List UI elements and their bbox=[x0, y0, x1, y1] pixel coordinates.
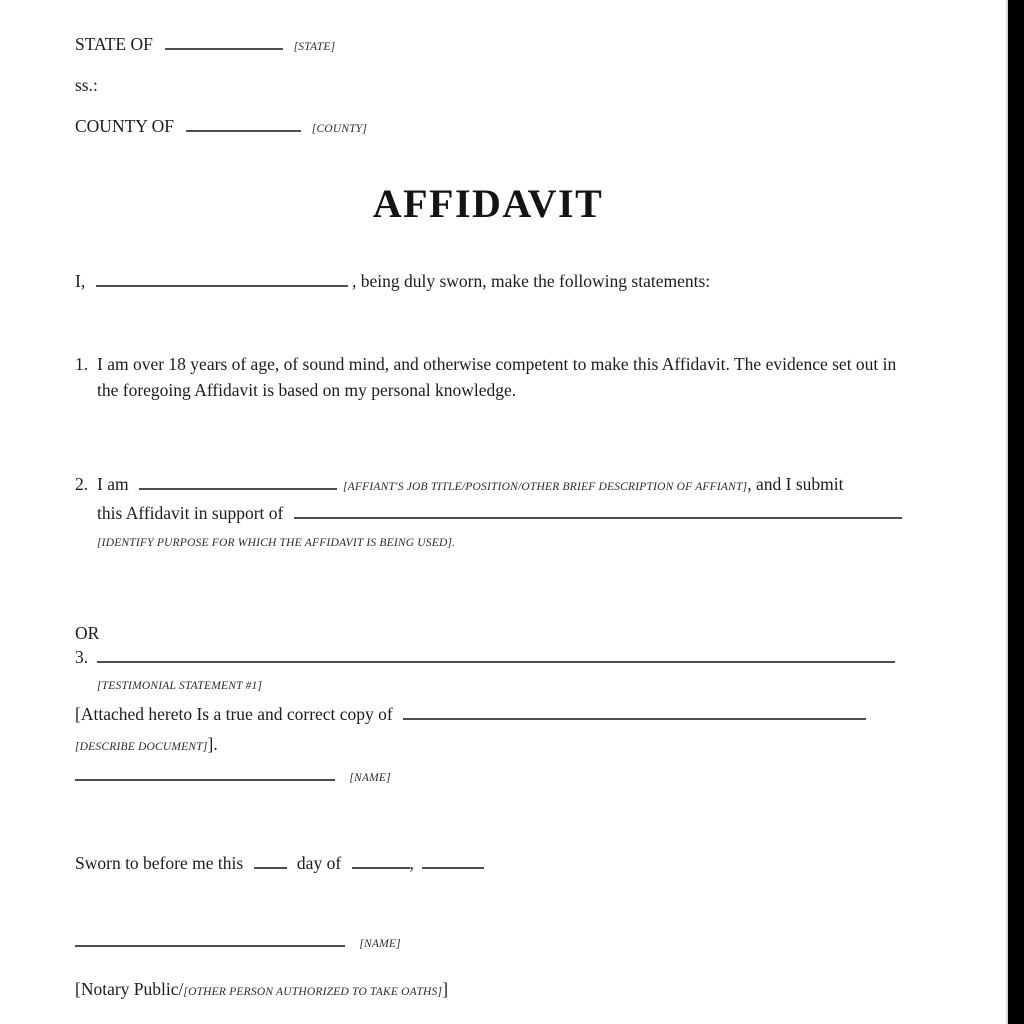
jurat-day-of: day of bbox=[296, 853, 342, 873]
describe-document-hint: [DESCRIBE DOCUMENT] bbox=[75, 741, 208, 753]
intro-suffix: , being duly sworn, make the following statements: bbox=[351, 271, 711, 291]
county-of-line bbox=[75, 113, 367, 142]
state-of-line bbox=[75, 31, 335, 60]
state-blank-line bbox=[165, 35, 283, 50]
notary-name-hint: [NAME] bbox=[359, 938, 401, 950]
statement-1 bbox=[75, 351, 917, 403]
page-title: AFFIDAVIT bbox=[372, 181, 604, 226]
attachment-suffix: ]. bbox=[207, 734, 218, 754]
ss-line bbox=[75, 72, 98, 98]
affiant-signature-line bbox=[75, 762, 391, 791]
testimonial-hint: [TESTIMONIAL STATEMENT #1] bbox=[97, 680, 263, 692]
right-letterbox-bar bbox=[1006, 0, 1024, 1024]
jurat-line bbox=[75, 850, 484, 876]
jurat-comma: , bbox=[409, 853, 414, 873]
county-of-label: COUNTY OF bbox=[75, 116, 175, 136]
statement-2-lead: I am bbox=[97, 474, 129, 494]
statement-2 bbox=[75, 471, 935, 556]
county-hint: [COUNTY] bbox=[311, 123, 368, 135]
intro-prefix: I, bbox=[75, 271, 86, 291]
statement-3 bbox=[75, 644, 935, 699]
county-blank-line bbox=[186, 117, 301, 132]
notary-suffix: ] bbox=[442, 979, 449, 999]
statement-1-number: 1. bbox=[75, 354, 89, 374]
month-blank bbox=[352, 854, 410, 869]
affiant-name-hint: [NAME] bbox=[349, 772, 391, 784]
purpose-hint: [IDENTIFY PURPOSE FOR WHICH THE AFFIDAVIT IS BEING USED]. bbox=[97, 537, 456, 549]
purpose-blank bbox=[294, 504, 902, 519]
notary-signature-line bbox=[75, 928, 401, 957]
statement-2-mid: , and I submit bbox=[747, 474, 844, 494]
attachment-text: [Attached hereto Is a true and correct copy of bbox=[75, 704, 393, 724]
notary-prefix: [Notary Public/ bbox=[75, 979, 184, 999]
statement-2-number: 2. bbox=[75, 474, 89, 494]
ss-label: ss.: bbox=[75, 75, 98, 95]
notary-authorized-hint: [OTHER PERSON AUTHORIZED TO TAKE OATHS] bbox=[183, 986, 443, 998]
testimonial-blank bbox=[97, 648, 895, 663]
jurat-prefix: Sworn to before me this bbox=[75, 853, 244, 873]
attachment-describe-line bbox=[75, 731, 218, 757]
year-blank bbox=[422, 854, 484, 869]
notary-signature-blank bbox=[75, 932, 345, 947]
statement-3-number: 3. bbox=[75, 647, 89, 667]
day-blank bbox=[254, 854, 287, 869]
statement-1-text: I am over 18 years of age, of sound mind, and otherwise competent to make this Affidavit. The evidence set out in the foregoing Affidavit is based on my personal knowledge. bbox=[97, 354, 897, 400]
job-title-blank bbox=[139, 475, 337, 490]
notary-title-line bbox=[75, 976, 448, 1005]
statement-2-line2-prefix: this Affidavit in support of bbox=[97, 503, 284, 523]
affiant-name-blank bbox=[96, 272, 348, 287]
document-description-blank bbox=[403, 705, 866, 720]
affiant-signature-blank bbox=[75, 766, 335, 781]
job-title-hint: [AFFIANT'S JOB TITLE/POSITION/OTHER BRIEF DESCRIPTION OF AFFIANT] bbox=[342, 481, 748, 493]
state-hint: [STATE] bbox=[293, 41, 336, 53]
state-of-label: STATE OF bbox=[75, 34, 153, 54]
attachment-line bbox=[75, 701, 866, 727]
or-label: OR bbox=[75, 623, 100, 643]
intro-line bbox=[75, 268, 710, 294]
